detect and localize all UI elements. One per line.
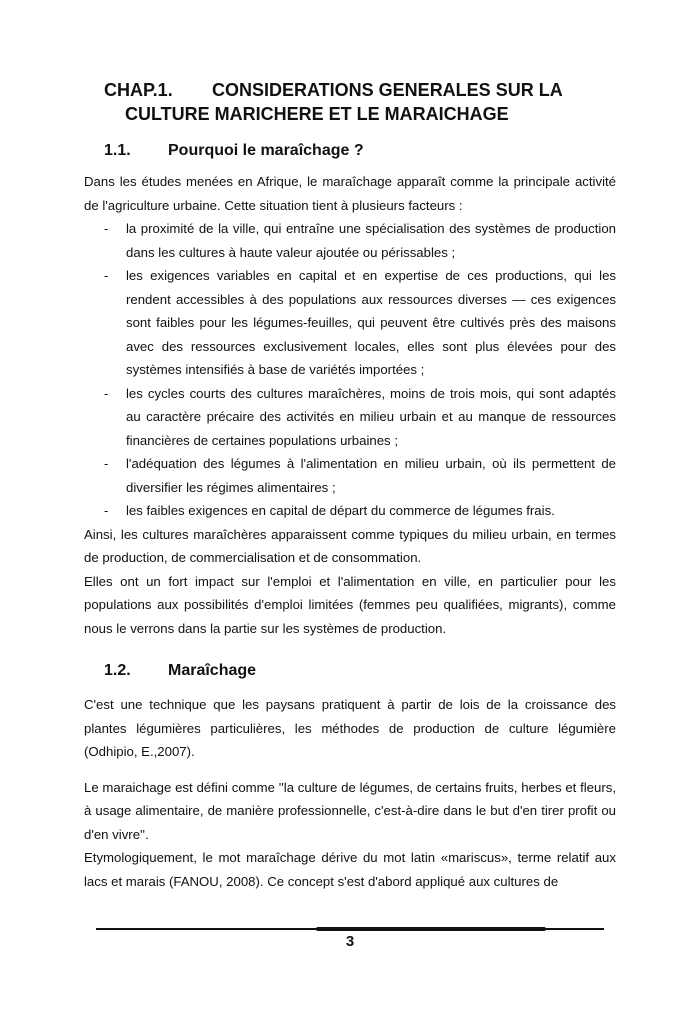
list-item: - l'adéquation des légumes à l'alimentation en milieu urbain, où ils permettent de diversifier les régimes alimentaires ; bbox=[84, 452, 616, 499]
chapter-title-line1: CONSIDERATIONS GENERALES SUR LA bbox=[212, 80, 563, 100]
list-item: - les faibles exigences en capital de départ du commerce de légumes frais. bbox=[84, 499, 616, 523]
page-number: 3 bbox=[345, 933, 355, 950]
section-1-1-body bbox=[84, 170, 616, 640]
bullet-dash: - bbox=[104, 503, 109, 518]
chapter-number: CHAP.1. bbox=[104, 80, 173, 100]
section-1-2-para3: Etymologiquement, le mot maraîchage dérive du mot latin «mariscus», terme relatif aux lacs et marais (FANOU, 2008). Ce concept s'est d'abord appliqué aux cultures de bbox=[84, 850, 616, 889]
section-heading-1-1 bbox=[104, 141, 364, 161]
chapter-heading bbox=[104, 78, 644, 126]
section-number: 1.1. bbox=[104, 142, 131, 159]
list-item: - les exigences variables en capital et en expertise de ces productions, qui les rendent accessibles à des populations aux ressources diverses — ces exigences sont faibles pour les légumes-feuilles, qui peuvent être cultivés près des maisons avec des ressources exclusivement locales, elles sont plus élevées pour des systèmes intensifiés à base de variétés importées ; bbox=[84, 264, 616, 382]
bullet-dash: - bbox=[104, 268, 109, 283]
list-item: - les cycles courts des cultures maraîchères, moins de trois mois, qui sont adaptés au caractère précaire des activités en milieu urbain et au manque de ressources financières de certaines populations urbaines ; bbox=[84, 382, 616, 453]
section-1-2-body bbox=[84, 693, 616, 893]
section-1-2-para1: C'est une technique que les paysans pratiquent à partir de lois de la croissance des plantes légumières particulières, les méthodes de production de culture légumière (Odhipio, E.,2007). bbox=[84, 697, 616, 759]
section-title: Pourquoi le maraîchage ? bbox=[168, 142, 364, 159]
section-number: 1.2. bbox=[104, 662, 131, 679]
bullet-dash: - bbox=[104, 385, 109, 401]
section-title: Maraîchage bbox=[168, 662, 257, 679]
bullet-dash: - bbox=[104, 456, 109, 471]
factors-list bbox=[84, 217, 616, 523]
bullet-dash: - bbox=[104, 221, 109, 236]
section-heading-1-2 bbox=[104, 661, 256, 681]
list-item: - la proximité de la ville, qui entraîne une spécialisation des systèmes de production dans les cultures à haute valeur ajoutée ou périssables ; bbox=[84, 217, 616, 264]
section-1-1-para2: Ainsi, les cultures maraîchères apparaissent comme typiques du milieu urbain, en termes de production, de commercialisation et de consommation. bbox=[84, 526, 616, 565]
footer-rule bbox=[96, 928, 604, 930]
section-1-1-para3: Elles ont un fort impact sur l'emploi et l'alimentation en ville, en particulier pour les populations aux possibilités d'emploi limitées (femmes peu qualifiées, migrants), comme nous le verrons dans la partie sur les systèmes de production. bbox=[84, 573, 616, 636]
chapter-title-line2: CULTURE MARICHERE ET LE MARAICHAGE bbox=[125, 104, 509, 124]
section-1-2-para2: Le maraichage est défini comme ''la culture de légumes, de certains fruits, herbes et fleurs, à usage alimentaire, de manière professionnelle, c'est-à-dire dans le but d'en tirer profit ou d'en vivre''. bbox=[84, 779, 616, 842]
section-1-1-intro: Dans les études menées en Afrique, le maraîchage apparaît comme la principale activité de l'agriculture urbaine. Cette situation tient à plusieurs facteurs : bbox=[84, 174, 616, 213]
